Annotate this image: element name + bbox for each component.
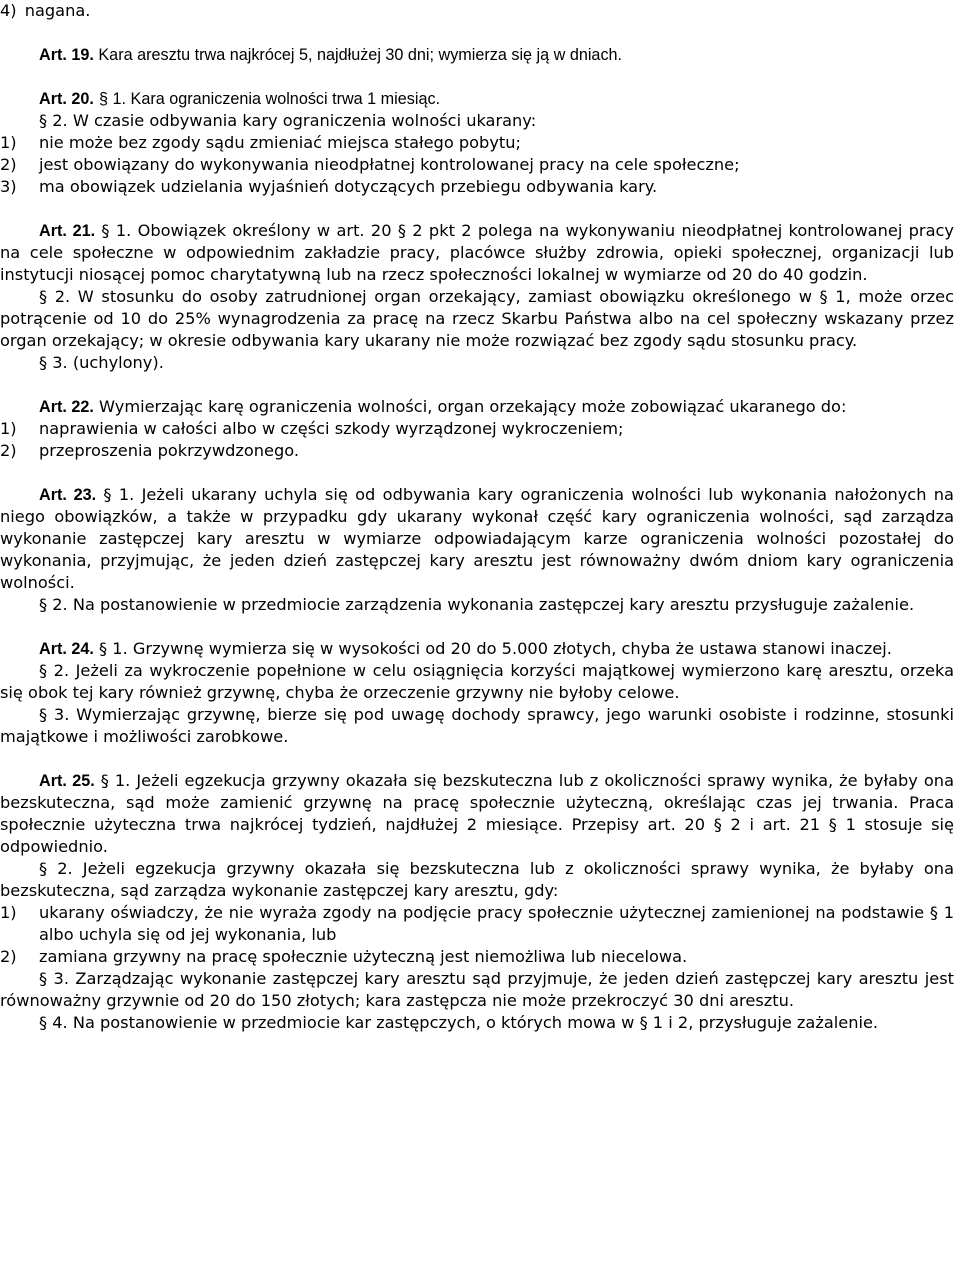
article-25 — [0, 770, 954, 858]
paragraph-1: § 1. Obowiązek określony w art. 20 § 2 pkt 2 polega na wykonywaniu nieodpłatnej kontrolowanej pracy na cele społeczne w odpowiednim zakładzie pracy, placówce służby zdrowia, opieki społecznej, organizacji lub instytucji niosącej pomoc charytatywną lub na rzecz społeczności lokalnej w wymiarze od 20 do 40 godzin. — [0, 221, 954, 284]
article-label: Art. 22. — [39, 398, 94, 416]
list-number: 1) — [0, 133, 17, 152]
spacer — [0, 198, 954, 220]
article-25-paragraph-2: § 2. Jeżeli egzekucja grzywny okazała się bezskuteczna lub z okoliczności sprawy wynika, że byłaby ona bezskuteczna, sąd zarządza wykonanie zastępczej kary aresztu, gdy: — [0, 859, 954, 900]
article-19 — [0, 44, 954, 66]
list-item — [0, 132, 954, 154]
paragraph-1: § 1. Jeżeli ukarany uchyla się od odbywania kary ograniczenia wolności lub wykonania nałożonych na niego obowiązków, a także w przypadku gdy ukarany wykonał część kary ograniczenia wolności, sąd zarządza wykonanie zastępczej kary aresztu w wymiarze odpowiadającym karze ograniczenia wolności pozostałej do wykonania, przyjmując, że jeden dzień zastępczej kary aresztu jest równoważny dwóm dniom kary ograniczenia wolności. — [0, 485, 954, 592]
spacer — [0, 462, 954, 484]
spacer — [0, 616, 954, 638]
article-23 — [0, 484, 954, 594]
list-item — [0, 154, 954, 176]
list-text: jest obowiązany do wykonywania nieodpłatnej kontrolowanej pracy na cele społeczne; — [39, 155, 740, 174]
article-label: Art. 20. — [39, 90, 94, 108]
article-text: Kara aresztu trwa najkrócej 5, najdłużej 30 dni; wymierza się ją w dniach. — [93, 46, 623, 64]
paragraph-1: § 1. Jeżeli egzekucja grzywny okazała się bezskuteczna lub z okoliczności sprawy wynika, że byłaby ona bezskuteczna, sąd może zamienić grzywnę na pracę społecznie użyteczną, określając czas jej trwania. Praca społecznie użyteczna trwa najkrócej tydzień, najdłużej 2 miesiące. Przepisy art. 20 § 2 i art. 21 § 1 stosuje się odpowiednio. — [0, 771, 954, 856]
list-number: 1) — [0, 903, 17, 922]
article-25-paragraph-4: § 4. Na postanowienie w przedmiocie kar zastępczych, o których mowa w § 1 i 2, przysługuje zażalenie. — [39, 1013, 879, 1032]
article-24-paragraph-3: § 3. Wymierzając grzywnę, bierze się pod uwagę dochody sprawcy, jego warunki osobiste i rodzinne, stosunki majątkowe i możliwości zarobkowe. — [0, 705, 954, 746]
list-text: zamiana grzywny na pracę społecznie użyteczną jest niemożliwa lub niecelowa. — [39, 947, 688, 966]
list-number: 3) — [0, 177, 17, 196]
list-number: 2) — [0, 947, 17, 966]
article-23-paragraph-2: § 2. Na postanowienie w przedmiocie zarządzenia wykonania zastępczej kary aresztu przysługuje zażalenie. — [39, 595, 915, 614]
article-label: Art. 24. — [39, 640, 94, 658]
list-item — [0, 902, 954, 946]
spacer — [0, 748, 954, 770]
article-label: Art. 21. — [39, 222, 96, 240]
article-21 — [0, 220, 954, 286]
article-21-paragraph-3: § 3. (uchylony). — [39, 353, 164, 372]
list-text: nie może bez zgody sądu zmieniać miejsca stałego pobytu; — [39, 133, 521, 152]
paragraph-1: § 1. Grzywnę wymierza się w wysokości od 20 do 5.000 złotych, chyba że ustawa stanowi inaczej. — [93, 639, 892, 658]
list-number: 2) — [0, 155, 17, 174]
spacer — [0, 22, 954, 44]
article-label: Art. 25. — [39, 772, 95, 790]
article-24 — [0, 638, 954, 660]
article-20 — [0, 88, 954, 110]
article-label: Art. 23. — [39, 486, 97, 504]
article-22 — [0, 396, 954, 418]
line-nagana: 4) nagana. — [0, 1, 91, 20]
list-number: 2) — [0, 441, 17, 460]
list-text: przeproszenia pokrzywdzonego. — [39, 441, 300, 460]
spacer — [0, 374, 954, 396]
article-20-paragraph-2: § 2. W czasie odbywania kary ograniczenia wolności ukarany: — [39, 111, 537, 130]
list-text: naprawienia w całości albo w części szkody wyrządzonej wykroczeniem; — [39, 419, 624, 438]
list-item — [0, 946, 954, 968]
list-item — [0, 176, 954, 198]
article-25-paragraph-3: § 3. Zarządzając wykonanie zastępczej kary aresztu sąd przyjmuje, że jeden dzień zastępczej kary aresztu jest równoważny grzywnie od 20 do 150 złotych; kara zastępcza nie może przekroczyć 30 dni aresztu. — [0, 969, 954, 1010]
article-24-paragraph-2: § 2. Jeżeli za wykroczenie popełnione w celu osiągnięcia korzyści majątkowej wymierzono karę aresztu, orzeka się obok tej kary również grzywnę, chyba że orzeczenie grzywny nie byłoby celowe. — [0, 661, 954, 702]
list-text: ukarany oświadczy, że nie wyraża zgody na podjęcie pracy społecznie użytecznej zamienionej na podstawie § 1 albo uchyla się od jej wykonania, lub — [39, 903, 954, 944]
article-21-paragraph-2: § 2. W stosunku do osoby zatrudnionej organ orzekający, zamiast obowiązku określonego w § 1, może orzec potrącenie od 10 do 25% wynagrodzenia za pracę na rzecz Skarbu Państwa albo na cel społeczny wskazany przez organ orzekający; w okresie odbywania kary ukarany nie może rozwiązać bez zgody sądu stosunku pracy. — [0, 287, 954, 350]
article-label: Art. 19. — [39, 46, 94, 64]
list-number: 1) — [0, 419, 17, 438]
spacer — [0, 66, 954, 88]
list-item — [0, 440, 954, 462]
paragraph-1: § 1. Kara ograniczenia wolności trwa 1 miesiąc. — [99, 90, 441, 108]
article-text: Wymierzając karę ograniczenia wolności, organ orzekający może zobowiązać ukaranego do: — [93, 397, 847, 416]
list-item — [0, 418, 954, 440]
list-text: ma obowiązek udzielania wyjaśnień dotyczących przebiegu odbywania kary. — [39, 177, 658, 196]
